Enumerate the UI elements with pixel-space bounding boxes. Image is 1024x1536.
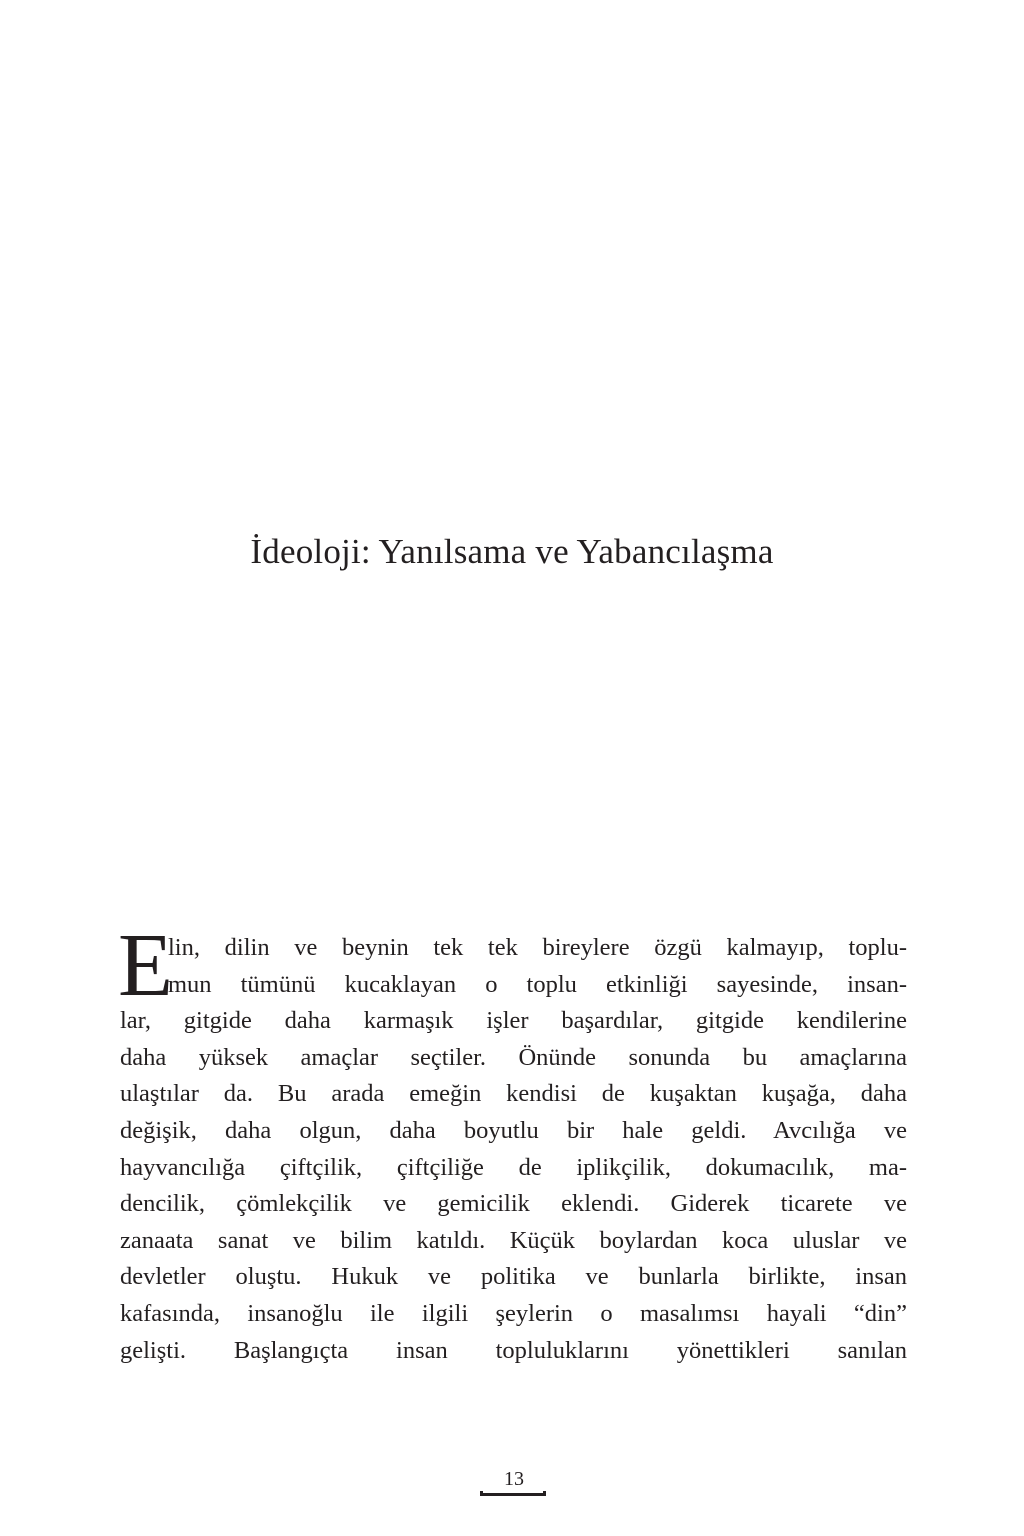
body-line: kafasında, insanoğlu ile ilgili şeylerin o masalımsı hayali “din” [120,1299,907,1327]
body-line: hayvancılığa çiftçilik, çiftçiliğe de iplikçilik, dokumacılık, ma- [120,1153,907,1181]
page-number-bracket [480,1491,546,1496]
body-line: daha yüksek amaçlar seçtiler. Önünde sonunda bu amaçlarına [120,1043,907,1071]
chapter-title: İdeoloji: Yanılsama ve Yabancılaşma [250,532,774,571]
body-line: devletler oluştu. Hukuk ve politika ve bunlarla birlikte, insan [120,1263,907,1291]
body-line: mun tümünü kucaklayan o toplu etkinliği sayesinde, insan- [168,970,907,998]
body-line: lar, gitgide daha karmaşık işler başardılar, gitgide kendilerine [120,1007,907,1035]
body-line: ulaştılar da. Bu arada emeğin kendisi de kuşaktan kuşağa, daha [120,1080,907,1108]
body-line: gelişti. Başlangıçta insan topluluklarını yönettikleri sanılan [120,1336,907,1364]
drop-cap: E [118,916,173,1015]
body-line: dencilik, çömlekçilik ve gemicilik eklendi. Giderek ticarete ve [120,1190,907,1218]
body-text [118,916,907,1369]
body-line: zanaata sanat ve bilim katıldı. Küçük boylardan koca uluslar ve [120,1226,907,1254]
body-line: lin, dilin ve beynin tek tek bireylere özgü kalmayıp, toplu- [168,934,907,961]
page-number: 13 [504,1468,524,1490]
body-line: değişik, daha olgun, daha boyutlu bir hale geldi. Avcılığa ve [120,1116,907,1144]
